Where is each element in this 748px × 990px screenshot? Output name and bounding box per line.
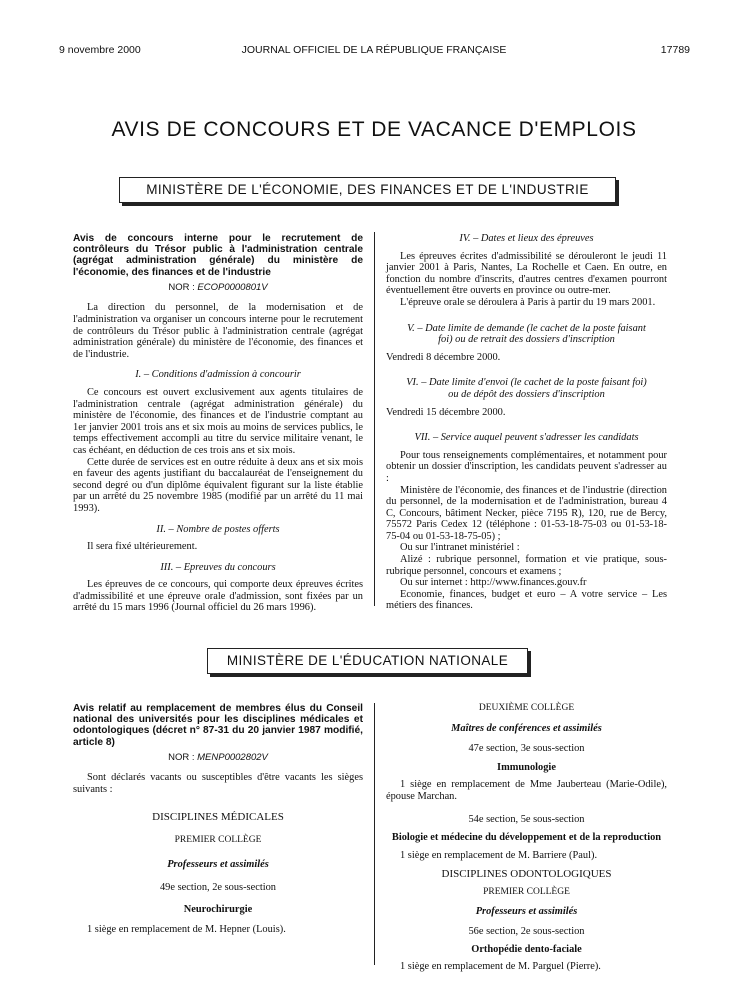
paragraph: Alizé : rubrique personnel, formation et vie pratique, sous-rubrique personnel, concours et examens ; [386,554,667,577]
page-title: AVIS DE CONCOURS ET DE VACANCE D'EMPLOIS [111,118,637,141]
paragraph: L'épreuve orale se déroulera à Paris à partir du 19 mars 2001. [400,296,656,308]
paragraph: Ou sur internet : http://www.finances.gouv.fr [400,577,587,589]
paragraph: Les épreuves écrites d'admissibilité se dérouleront le jeudi 11 janvier 2001 à Paris, Nantes, La Rochelle et Caen. En outre, en fonction du nombre d'inscrits, d'autres centres d'examen pourront éventuellement être ouverts en province ou outre-mer. [386,250,667,297]
notice-heading: Avis de concours interne pour le recrutement de contrôleurs du Trésor public à l'administration centrale (agrégat administration générale) du ministère de l'économie, des finances et de l'industrie [73,233,363,278]
college-heading: DEUXIÈME COLLÈGE [478,703,575,713]
notice-cnu-left [73,703,363,935]
paragraph: Les épreuves de ce concours, qui comporte deux épreuves écrites d'admissibilité et une épreuve orale d'admission, sont fixées par un arrêté du 15 mars 1996 (Journal officiel du 26 mars 1996). [73,579,363,614]
specialty-heading: Immunologie [497,761,556,773]
section-title: II. – Nombre de postes offerts [156,523,280,535]
grade-heading: Professeurs et assimilés [475,905,578,917]
paragraph: Pour tous renseignements complémentaires, et notamment pour obtenir un dossier d'inscription, les candidats peuvent s'adresser au : [386,449,667,484]
paragraph: Ministère de l'économie, des finances et de l'industrie (direction du personnel, de la modernisation et de l'administration, bureau 4 C, Concours, bâtiment Necker, pièce 7195 R), 120, rue de Bercy, 75572 Paris Cedex 12 (téléphone : 01-53-18-75-03 ou 01-53-18-75-04 ou 01-53-18-75-05) ; [386,484,667,542]
section-number: 49e section, 2e sous-section [159,882,276,894]
college-heading: PREMIER COLLÈGE [174,835,262,846]
specialty-heading: Orthopédie dento-faciale [471,943,582,955]
college-heading: PREMIER COLLÈGE [483,886,570,897]
nor-label: NOR : [168,281,195,293]
paragraph: Ce concours est ouvert exclusivement aux agents titulaires de l'administration centrale (agrégat administration générale) du ministère de l'économie, des finances et de l'industrie comptant au 1er janvier 2001 trois ans et six mois au moins de services publics, le temps effectivement accompli au titre du service militaire venant, le cas échéant, en déduction de ces trois ans et six mois. [73,386,363,456]
section-number: 54e section, 5e sous-section [468,813,585,825]
seat-entry: 1 siège en remplacement de M. Parguel (Pierre). [400,961,601,973]
seat-entry: 1 siège en remplacement de M. Hepner (Louis). [87,923,286,935]
notice-concours-left [73,233,363,614]
ministry-box-economie: MINISTÈRE DE L'ÉCONOMIE, DES FINANCES ET DE L'INDUSTRIE [119,177,616,203]
column-divider [374,703,375,965]
section-title: V. – Date limite de demande (le cachet de la poste faisant foi) ou de retrait des dossiers d'inscription [407,322,646,346]
nor-reference [73,282,363,294]
section-title: III. – Epreuves du concours [160,561,276,573]
grade-heading: Maîtres de conférences et assimilés [451,722,602,734]
nor-label: NOR : [168,751,195,763]
specialty-heading: Biologie et médecine du développement et de la reproduction [391,832,662,844]
specialty-heading: Neurochirurgie [183,903,253,915]
nor-code: ECOP0000801V [197,281,268,293]
section-title: VII. – Service auquel peuvent s'adresser les candidats [414,432,639,444]
seat-entry: 1 siège en remplacement de M. Barriere (Paul). [400,849,598,861]
nor-reference [73,752,363,764]
section-number: 56e section, 2e sous-section [468,926,585,938]
paragraph: Il sera fixé ultérieurement. [87,541,198,553]
notice-intro: Sont déclarés vacants ou susceptibles d'être vacants les sièges suivants : [73,772,363,795]
section-title: VI. – Date limite d'envoi (le cachet de la poste faisant foi) ou de dépôt des dossiers d'inscription [406,377,647,400]
header-journal: JOURNAL OFFICIEL DE LA RÉPUBLIQUE FRANÇAISE [241,44,507,56]
paragraph: Cette durée de services est en outre réduite à deux ans et six mois en faveur des agents justifiant du baccalauréat de l'enseignement du second degré ou d'un diplôme équivalent figurant sur la liste établie par un arrêté du 25 novembre 1985 (modifié par un arrêté du 11 mai 1993). [73,456,363,514]
notice-heading: Avis relatif au remplacement de membres élus du Conseil national des universités pour les disciplines médicales et odontologiques (décret n° 87-31 du 20 janvier 1987 modifié, article 8) [73,703,363,748]
notice-concours-right [386,233,667,612]
grade-heading: Professeurs et assimilés [167,858,269,870]
section-title: IV. – Dates et lieux des épreuves [459,233,594,244]
discipline-heading: DISCIPLINES MÉDICALES [152,810,284,823]
header-date: 9 novembre 2000 [59,44,141,56]
ministry-box-education: MINISTÈRE DE L'ÉDUCATION NATIONALE [207,648,528,674]
paragraph: Economie, finances, budget et euro – A votre service – Les métiers des finances. [386,588,667,612]
header-page-number: 17789 [660,44,690,56]
nor-code: MENP0002802V [197,751,268,763]
discipline-heading: DISCIPLINES ODONTOLOGIQUES [441,868,612,881]
paragraph: Vendredi 8 décembre 2000. [386,351,501,363]
column-divider [374,232,375,606]
paragraph: Ou sur l'intranet ministériel : [400,542,520,554]
section-title: I. – Conditions d'admission à concourir [135,369,301,381]
paragraph: Vendredi 15 décembre 2000. [386,406,506,418]
seat-entry: 1 siège en remplacement de Mme Jauberteau (Marie-Odile), épouse Marchan. [386,779,667,802]
section-number: 47e section, 3e sous-section [468,743,585,755]
notice-cnu-right [386,703,667,973]
notice-intro: La direction du personnel, de la modernisation et de l'administration va organiser un concours interne pour le recrutement de contrôleurs du Trésor public à l'administration centrale (agrégat administration générale) du ministère de l'économie, des finances et de l'industrie. [73,302,363,360]
